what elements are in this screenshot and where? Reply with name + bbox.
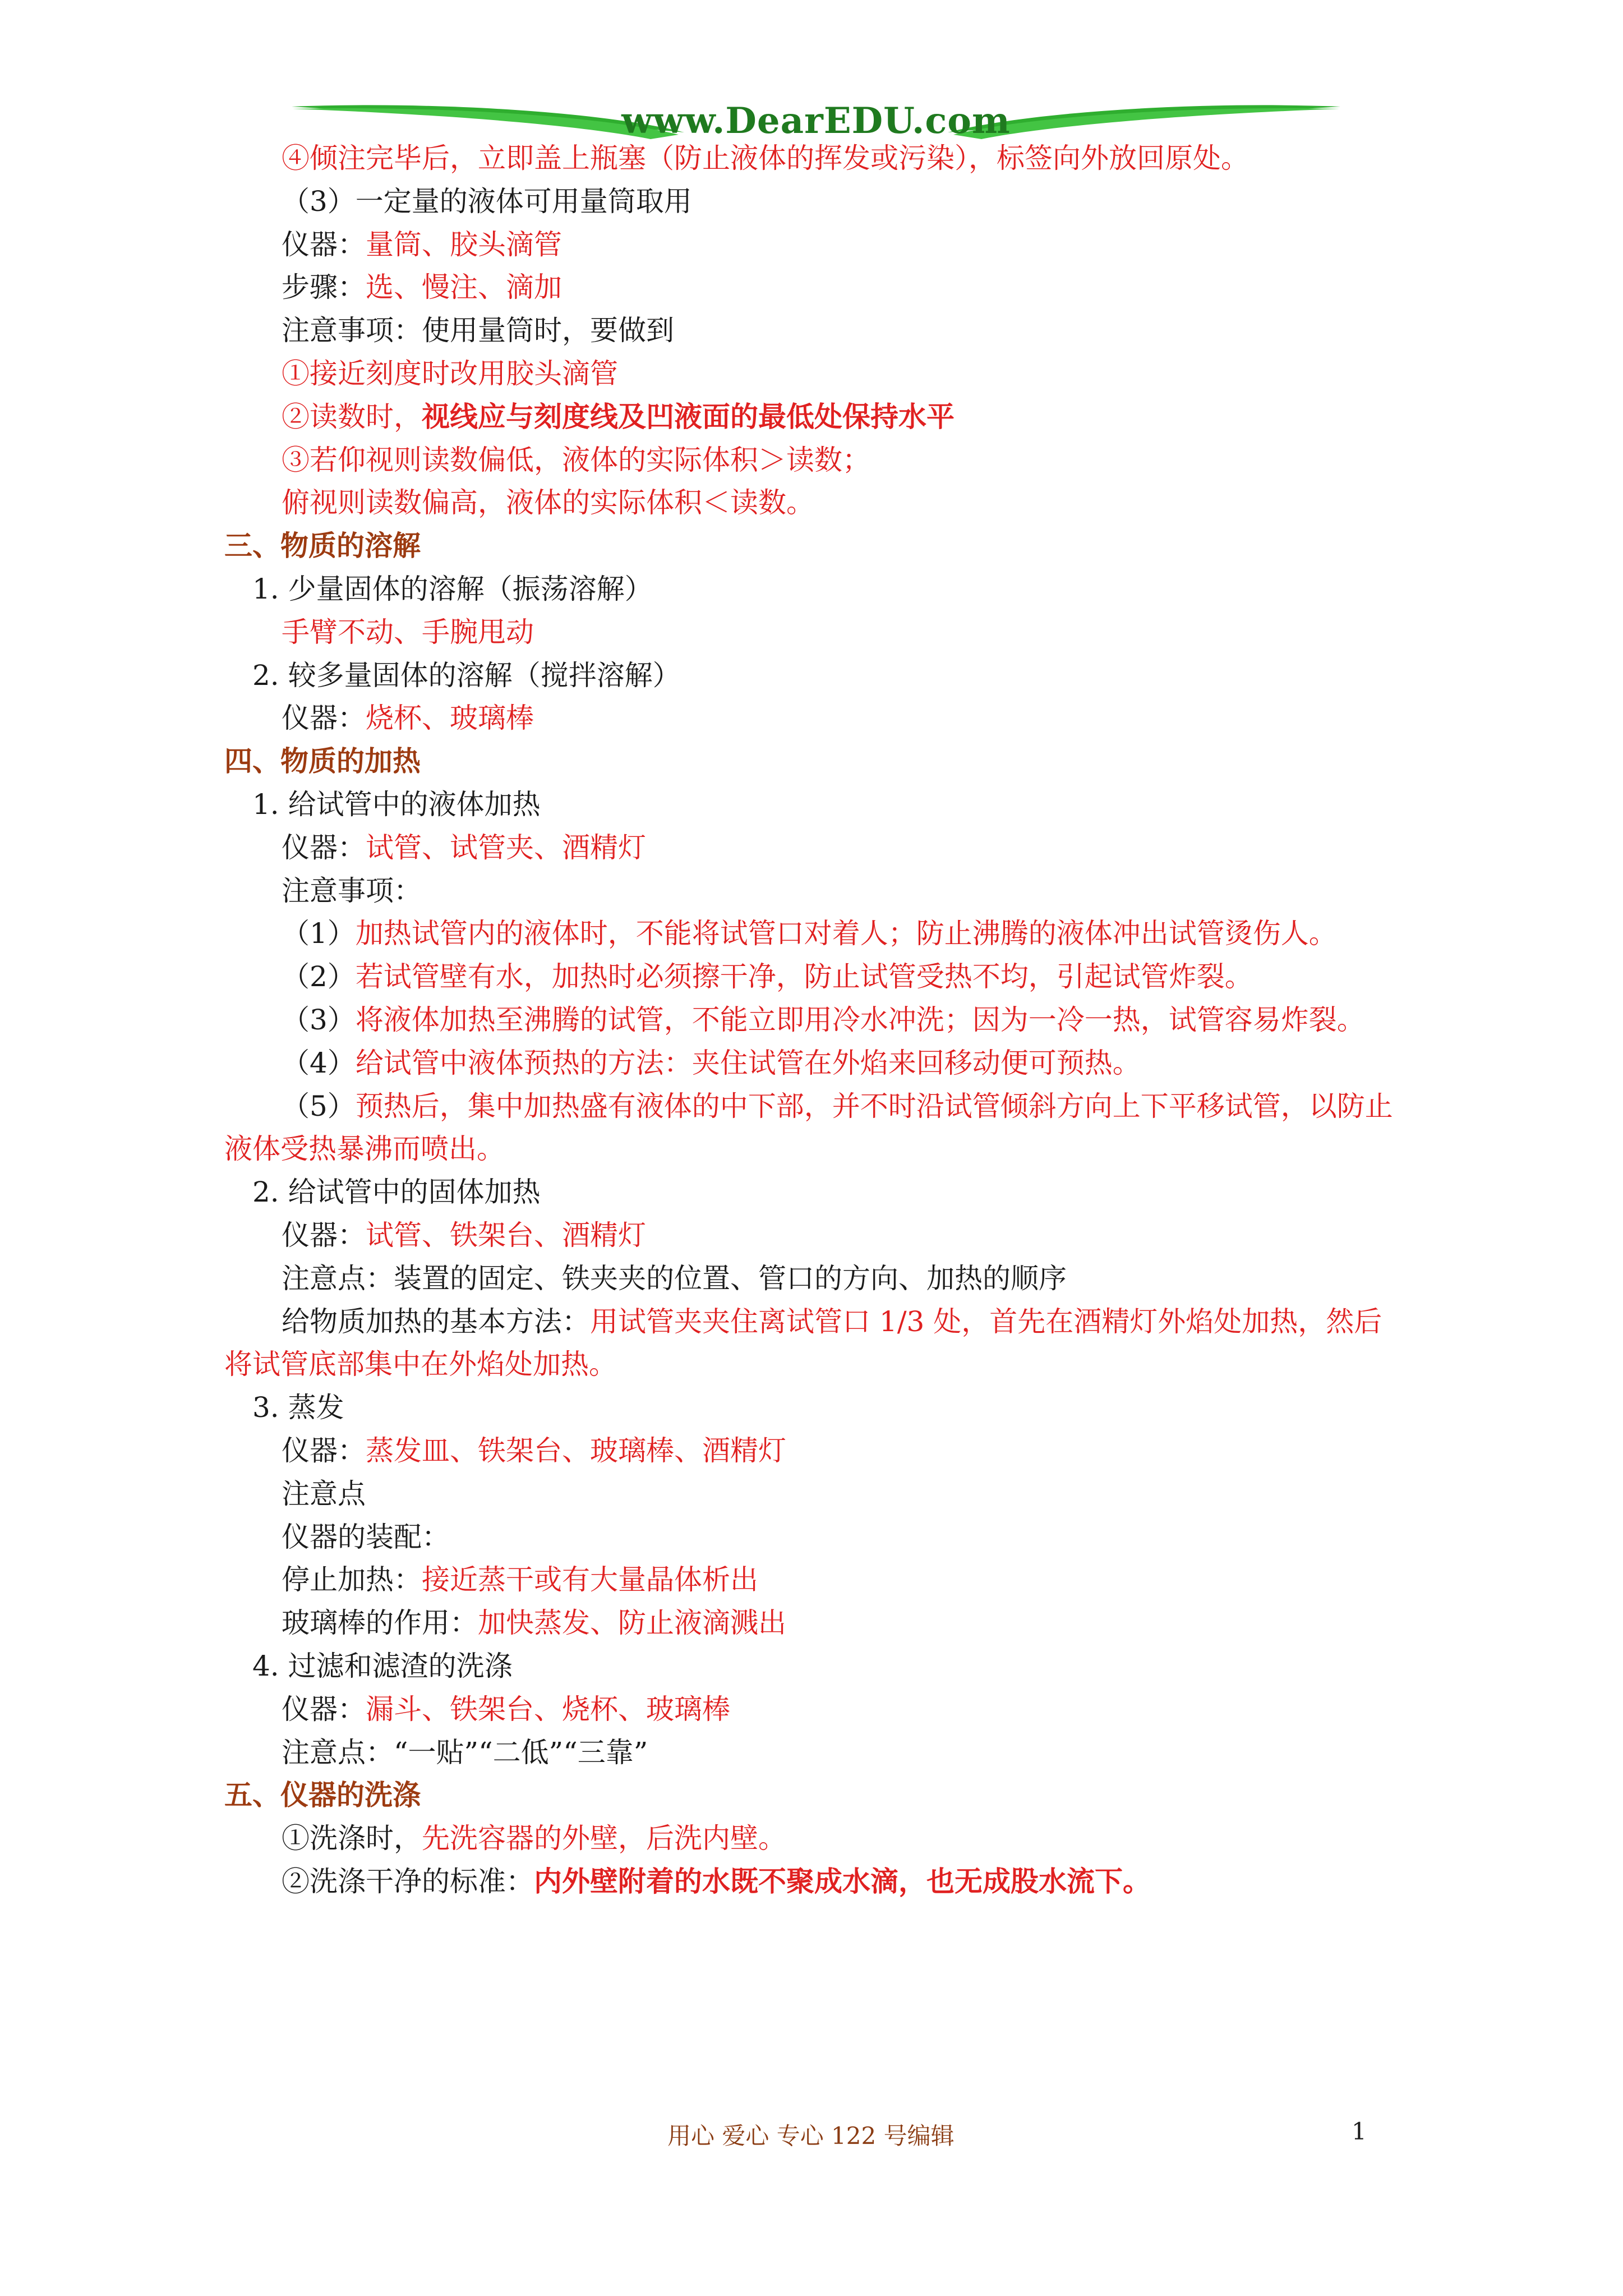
text-segment: 注意事项：使用量筒时，要做到	[282, 314, 674, 347]
text-segment: ①接近刻度时改用胶头滴管	[282, 357, 618, 390]
document-line	[224, 1778, 421, 1812]
text-segment: （3）一定量的液体可用量筒取用	[282, 185, 692, 218]
text-segment: 俯视则读数偏高，液体的实际体积＜读数。	[282, 486, 814, 519]
document-line	[282, 314, 674, 347]
text-segment: 内外壁附着的水既不聚成水滴，也无成股水流下。	[534, 1865, 1151, 1898]
text-segment: 将液体加热至沸腾的试管，不能立即用冷水冲洗；因为一冷一热，试管容易炸裂。	[355, 1004, 1365, 1036]
text-segment: 给物质加热的基本方法：	[282, 1305, 590, 1338]
text-segment: 2. 较多量固体的溶解（搅拌溶解）	[252, 659, 681, 692]
text-segment: 选、慢注、滴加	[366, 271, 562, 303]
text-segment: 仪器：	[282, 831, 366, 864]
document-line	[282, 141, 1249, 175]
text-segment: 仪器：	[282, 228, 366, 261]
text-segment: 4. 过滤和滤渣的洗涤	[252, 1650, 513, 1682]
document-line	[252, 1391, 344, 1424]
text-segment: 先洗容器的外壁，后洗内壁。	[422, 1822, 786, 1855]
text-segment: 仪器：	[282, 1434, 366, 1467]
text-segment: 手臂不动、手腕甩动	[282, 616, 534, 648]
document-line	[282, 185, 692, 218]
text-segment: 步骤：	[282, 271, 366, 303]
document-line	[282, 917, 1337, 950]
text-segment: 接近蒸干或有大量晶体析出	[422, 1563, 758, 1596]
document-line	[282, 615, 534, 649]
page-footer	[0, 2118, 1623, 2151]
text-segment: 注意点	[282, 1478, 366, 1510]
document-line	[282, 270, 562, 304]
document-line	[282, 831, 646, 864]
text-segment: 试管、试管夹、酒精灯	[366, 831, 646, 864]
document-line	[224, 1347, 617, 1381]
document-line	[282, 1821, 786, 1855]
text-segment: 2. 给试管中的固体加热	[252, 1176, 541, 1208]
document-line	[282, 486, 814, 519]
text-segment: 仪器：	[282, 1219, 366, 1251]
text-segment: 注意点：装置的固定、铁夹夹的位置、管口的方向、加热的顺序	[282, 1262, 1067, 1295]
document-line	[282, 1003, 1365, 1037]
document-line	[282, 874, 422, 908]
document-line	[282, 357, 618, 390]
document-line	[282, 1305, 1382, 1338]
text-segment: （5）	[282, 1090, 356, 1122]
site-brand-logo[interactable]: www.DearEDU.com	[621, 100, 1011, 142]
document-line	[252, 1649, 513, 1683]
text-segment: 给试管中液体预热的方法：夹住试管在外焰来回移动便可预热。	[355, 1047, 1141, 1079]
text-segment: 烧杯、玻璃棒	[366, 702, 534, 734]
text-segment: 蒸发皿、铁架台、玻璃棒、酒精灯	[366, 1434, 786, 1467]
document-line	[282, 1218, 646, 1252]
text-segment: 若试管壁有水，加热时必须擦干净，防止试管受热不均，引起试管炸裂。	[355, 960, 1253, 993]
section-heading: 五、仪器的洗涤	[224, 1778, 421, 1811]
document-line	[224, 1132, 505, 1166]
document-line	[252, 659, 681, 692]
text-segment: 用试管夹夹住离试管口 1/3 处，首先在酒精灯外焰处加热，然后	[590, 1305, 1382, 1338]
text-segment: ①洗涤时，	[282, 1822, 422, 1855]
text-segment: 仪器：	[282, 702, 366, 734]
text-segment: （4）	[282, 1047, 356, 1079]
document-line	[282, 1520, 450, 1554]
text-segment: 液体受热暴沸而喷出。	[224, 1133, 505, 1165]
text-segment: 预热后，集中加热盛有液体的中下部，并不时沿试管倾斜方向上下平移试管，以防止	[355, 1090, 1393, 1122]
text-segment: 将试管底部集中在外焰处加热。	[224, 1348, 617, 1381]
document-line	[252, 788, 541, 821]
text-segment: 1. 少量固体的溶解（振荡溶解）	[252, 573, 653, 605]
text-segment: 仪器：	[282, 1693, 366, 1726]
section-heading: 三、物质的溶解	[224, 529, 421, 562]
text-segment: （3）	[282, 1004, 356, 1036]
document-line	[252, 572, 653, 606]
document-line	[282, 1865, 1151, 1898]
document-line	[282, 701, 534, 735]
document-line	[252, 1175, 541, 1209]
document-line	[282, 1089, 1393, 1123]
document-line	[282, 1262, 1067, 1295]
text-segment: ③若仰视则读数偏低，液体的实际体积＞读数；	[282, 444, 870, 476]
text-segment: （2）	[282, 960, 356, 993]
page-number: 1	[1352, 2118, 1367, 2145]
document-line	[282, 960, 1253, 993]
footer-text: 用心 爱心 专心 122 号编辑	[667, 2122, 955, 2150]
document-line	[282, 1606, 786, 1640]
text-segment: 停止加热：	[282, 1563, 422, 1596]
section-heading: 四、物质的加热	[224, 744, 421, 777]
text-segment: 加快蒸发、防止液滴溅出	[478, 1607, 786, 1639]
document-line	[282, 1434, 786, 1467]
document-line	[282, 443, 870, 477]
text-segment: 3. 蒸发	[252, 1391, 344, 1424]
text-segment: 加热试管内的液体时，不能将试管口对着人；防止沸腾的液体冲出试管烫伤人。	[355, 917, 1337, 950]
text-segment: 漏斗、铁架台、烧杯、玻璃棒	[366, 1693, 730, 1726]
text-segment: （1）	[282, 917, 356, 950]
document-line	[282, 1563, 758, 1596]
text-segment: 注意事项：	[282, 875, 422, 907]
document-line	[282, 1692, 730, 1726]
text-segment: 1. 给试管中的液体加热	[252, 788, 541, 821]
text-segment: 试管、铁架台、酒精灯	[366, 1219, 646, 1251]
text-segment: ④倾注完毕后，立即盖上瓶塞（防止液体的挥发或污染），标签向外放回原处。	[282, 142, 1249, 174]
text-segment: ②读数时，	[282, 401, 422, 433]
text-segment: ②洗涤干净的标准：	[282, 1865, 534, 1898]
text-segment: 仪器的装配：	[282, 1521, 450, 1553]
document-line	[282, 1477, 366, 1511]
document-line	[282, 1046, 1141, 1080]
text-segment: 注意点：“一贴”“二低”“三靠”	[282, 1736, 648, 1769]
document-line	[282, 228, 562, 261]
text-segment: 量筒、胶头滴管	[366, 228, 562, 261]
text-segment: 视线应与刻度线及凹液面的最低处保持水平	[422, 400, 955, 433]
text-segment: 玻璃棒的作用：	[282, 1607, 478, 1639]
document-line	[224, 529, 421, 563]
document-line	[282, 400, 955, 434]
document-line	[282, 1736, 648, 1769]
document-line	[224, 744, 421, 778]
